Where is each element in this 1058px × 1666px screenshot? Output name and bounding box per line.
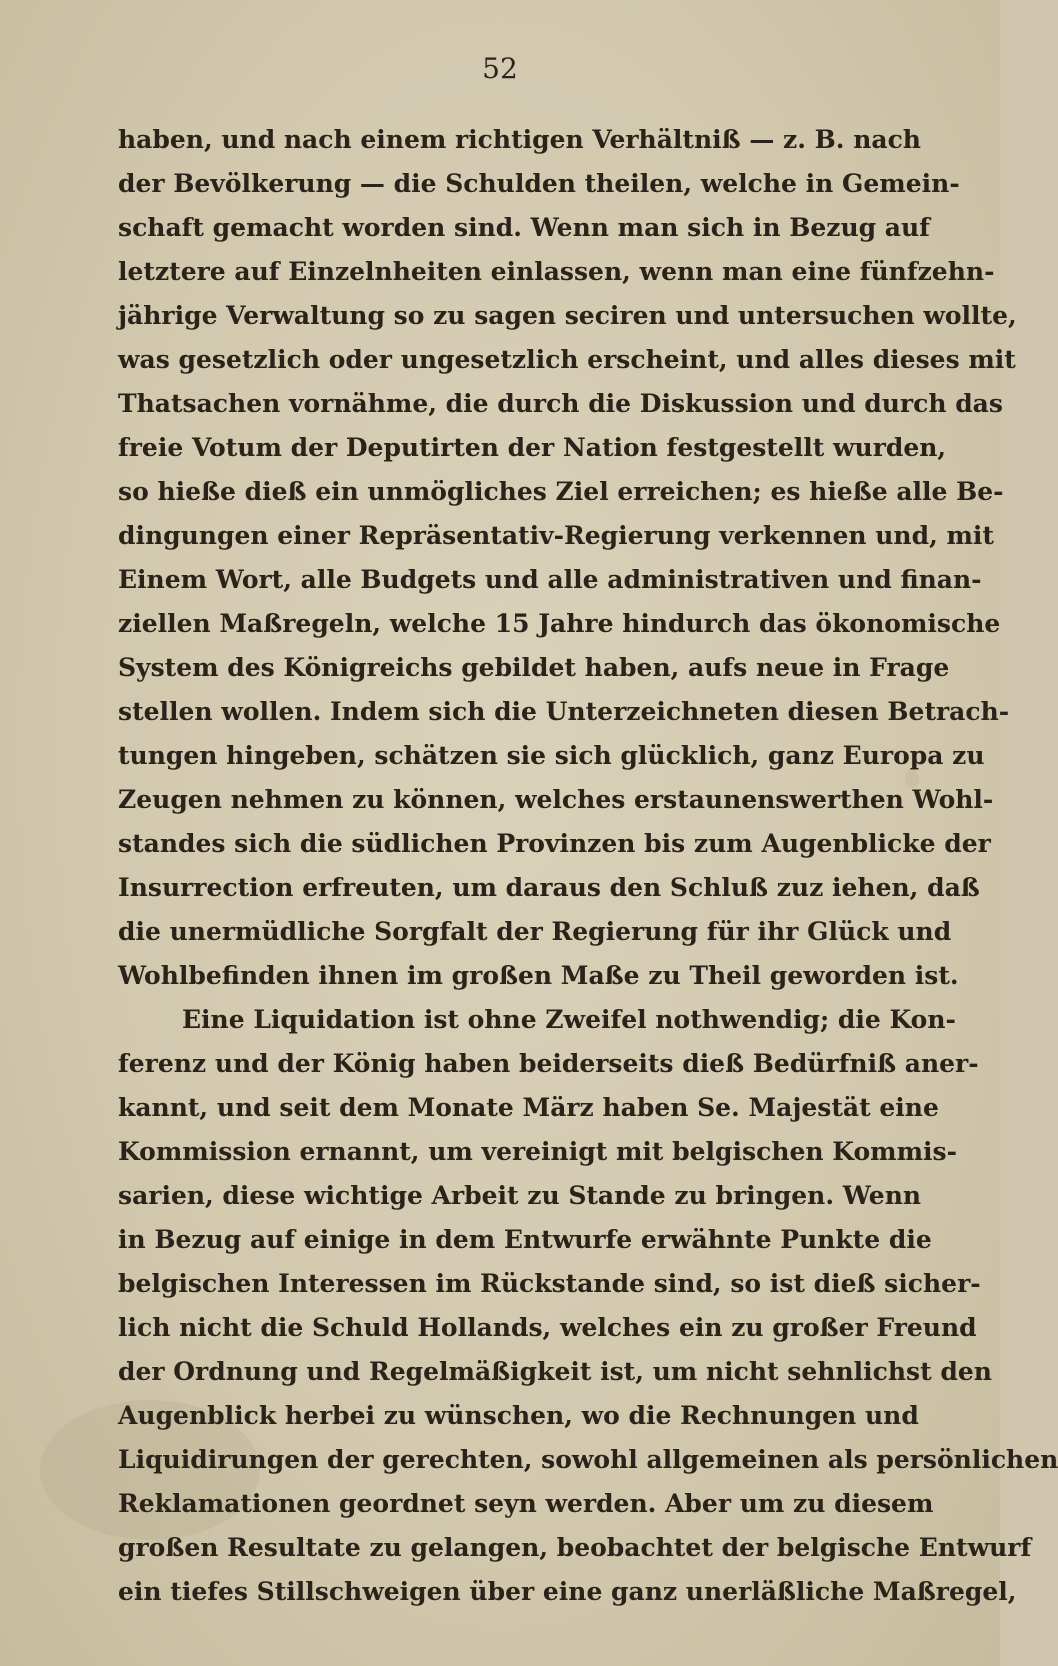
text-line: System des Königreichs gebildet haben, aufs neue in Frage	[118, 653, 950, 682]
text-line: Insurrection erfreuten, um daraus den Schluß zuz iehen, daß	[118, 873, 980, 902]
text-line: Eine Liquidation ist ohne Zweifel nothwendig; die Kon-	[182, 1005, 956, 1034]
text-line: kannt, und seit dem Monate März haben Se. Majestät eine	[118, 1093, 939, 1122]
text-line: Zeugen nehmen zu können, welches erstaunenswerthen Wohl-	[118, 785, 994, 814]
text-line: großen Resultate zu gelangen, beobachtet der belgische Entwurf	[118, 1533, 1032, 1562]
text-line: was gesetzlich oder ungesetzlich erscheint, und alles dieses mit	[118, 345, 1016, 374]
text-line: ziellen Maßregeln, welche 15 Jahre hindurch das ökonomische	[118, 609, 1001, 638]
text-line: schaft gemacht worden sind. Wenn man sich in Bezug auf	[118, 213, 930, 242]
body-text	[118, 118, 1058, 1614]
text-line: standes sich die südlichen Provinzen bis zum Augenblicke der	[118, 829, 991, 858]
text-line: Reklamationen geordnet seyn werden. Aber um zu diesem	[118, 1489, 934, 1518]
text-line: freie Votum der Deputirten der Nation festgestellt wurden,	[118, 433, 947, 462]
text-line: in Bezug auf einige in dem Entwurfe erwähnte Punkte die	[118, 1225, 932, 1254]
page-number: 52	[482, 52, 518, 85]
text-line: stellen wollen. Indem sich die Unterzeichneten diesen Betrach-	[118, 697, 1010, 726]
text-line: der Ordnung und Regelmäßigkeit ist, um nicht sehnlichst den	[118, 1357, 992, 1386]
text-line: der Bevölkerung — die Schulden theilen, welche in Gemein-	[118, 169, 960, 198]
text-line: tungen hingeben, schätzen sie sich glücklich, ganz Europa zu	[118, 741, 985, 770]
text-line: Kommission ernannt, um vereinigt mit belgischen Kommis-	[118, 1137, 957, 1166]
text-line: ferenz und der König haben beiderseits dieß Bedürfniß aner-	[118, 1049, 979, 1078]
text-line: lich nicht die Schuld Hollands, welches ein zu großer Freund	[118, 1313, 977, 1342]
text-line: belgischen Interessen im Rückstande sind, so ist dieß sicher-	[118, 1269, 981, 1298]
text-line: Augenblick herbei zu wünschen, wo die Rechnungen und	[118, 1401, 919, 1430]
text-line: Einem Wort, alle Budgets und alle administrativen und finan-	[118, 565, 982, 594]
text-line: dingungen einer Repräsentativ-Regierung verkennen und, mit	[118, 521, 994, 550]
text-line: haben, und nach einem richtigen Verhältniß — z. B. nach	[118, 125, 921, 154]
text-line: Wohlbefinden ihnen im großen Maße zu Theil geworden ist.	[118, 961, 959, 990]
text-line: sarien, diese wichtige Arbeit zu Stande zu bringen. Wenn	[118, 1181, 922, 1210]
text-line: ein tiefes Stillschweigen über eine ganz unerläßliche Maßregel,	[118, 1577, 1017, 1606]
text-line: jährige Verwaltung so zu sagen seciren und untersuchen wollte,	[118, 301, 1017, 330]
text-line: Thatsachen vornähme, die durch die Diskussion und durch das	[118, 389, 1003, 418]
text-line: letztere auf Einzelnheiten einlassen, wenn man eine fünfzehn-	[118, 257, 995, 286]
text-line: Liquidirungen der gerechten, sowohl allgemeinen als persönlichen	[118, 1445, 1058, 1474]
text-line: so hieße dieß ein unmögliches Ziel erreichen; es hieße alle Be-	[118, 477, 1004, 506]
text-line: die unermüdliche Sorgfalt der Regierung für ihr Glück und	[118, 917, 952, 946]
